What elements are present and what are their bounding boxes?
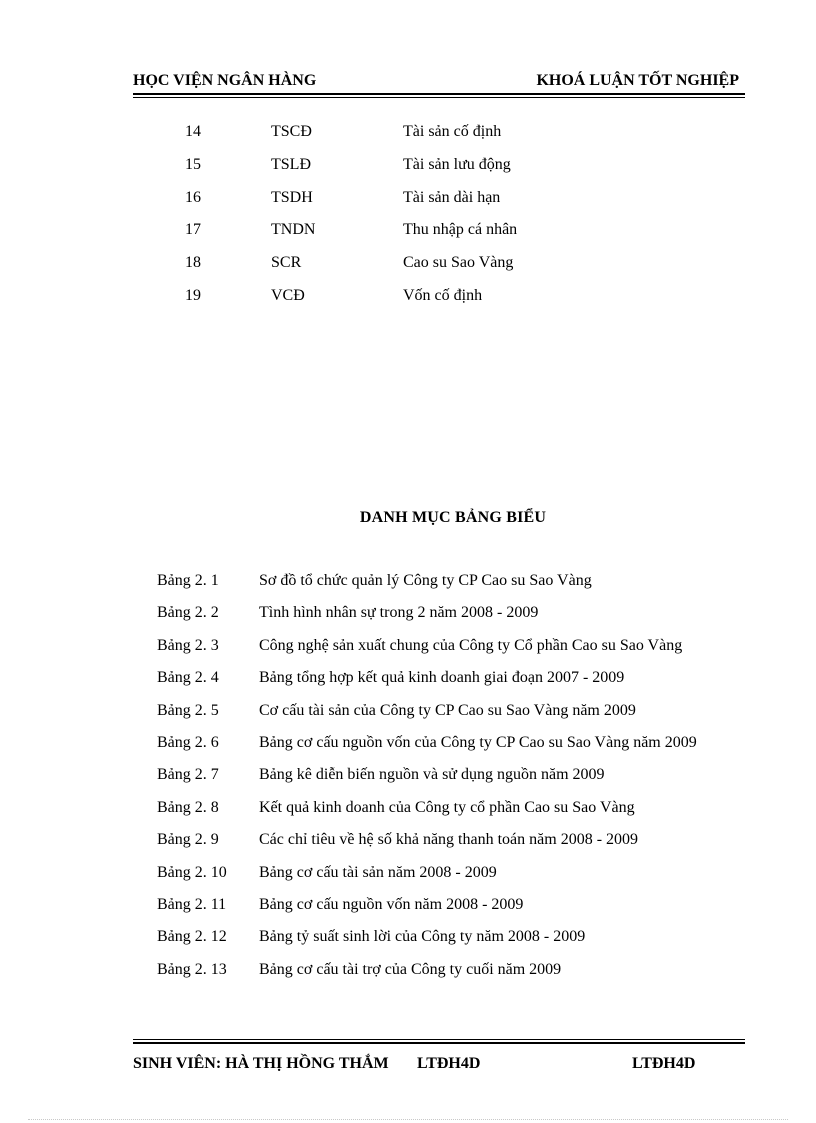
abbreviation-meaning: Vốn cố định <box>403 286 483 304</box>
page-header <box>133 70 745 90</box>
footer-rule-thin <box>133 1039 745 1040</box>
header-institution: HỌC VIỆN NGÂN HÀNG <box>133 72 317 89</box>
abbreviation-number: 17 <box>185 221 201 239</box>
abbreviation-number: 19 <box>185 286 201 304</box>
abbreviation-meaning: Tài sản dài hạn <box>403 188 501 206</box>
abbreviation-number: 15 <box>185 155 201 173</box>
table-list-item <box>0 924 816 956</box>
table-title: Bảng tổng hợp kết quả kinh doanh giai đoạn 2007 - 2009 <box>259 669 625 687</box>
abbreviation-code: TSCĐ <box>271 123 312 140</box>
abbreviation-meaning: Tài sản lưu động <box>403 155 511 173</box>
table-label: Bảng 2. 2 <box>157 604 219 622</box>
table-list-item <box>0 860 816 892</box>
table-label: Bảng 2. 9 <box>157 831 219 849</box>
table-list-item <box>0 795 816 827</box>
footer-class-code: LTĐH4D <box>417 1055 481 1072</box>
abbreviation-code: TSDH <box>271 188 313 206</box>
header-document-type: KHOÁ LUẬN TỐT NGHIỆP <box>536 72 739 89</box>
abbreviation-meaning: Thu nhập cá nhân <box>403 221 518 239</box>
table-list-item <box>0 568 816 600</box>
table-label: Bảng 2. 1 <box>157 572 219 589</box>
abbreviation-meaning: Tài sản cố định <box>403 123 502 140</box>
table-label: Bảng 2. 12 <box>157 928 227 946</box>
table-label: Bảng 2. 5 <box>157 701 219 719</box>
table-label: Bảng 2. 4 <box>157 669 219 687</box>
table-list-item <box>0 827 816 859</box>
abbreviation-row <box>0 184 816 217</box>
table-label: Bảng 2. 3 <box>157 636 219 654</box>
table-label: Bảng 2. 8 <box>157 798 219 816</box>
abbreviation-code: TSLĐ <box>271 155 311 173</box>
table-title: Công nghệ sản xuất chung của Công ty Cổ phần Cao su Sao Vàng <box>259 636 683 654</box>
abbreviation-number: 14 <box>185 123 201 140</box>
abbreviation-row <box>0 249 816 282</box>
table-label: Bảng 2. 11 <box>157 895 227 913</box>
abbreviation-row <box>0 118 816 151</box>
abbreviation-number: 16 <box>185 188 201 206</box>
abbreviation-code: VCĐ <box>271 286 305 304</box>
table-title: Bảng cơ cấu nguồn vốn năm 2008 - 2009 <box>259 895 524 913</box>
header-rule-thin <box>133 97 745 98</box>
footer-student-name: SINH VIÊN: HÀ THỊ HỒNG THẮM <box>133 1055 389 1072</box>
table-label: Bảng 2. 13 <box>157 960 227 978</box>
abbreviation-code: SCR <box>271 254 302 272</box>
table-list-item <box>0 730 816 762</box>
table-label: Bảng 2. 10 <box>157 863 227 881</box>
table-list-item <box>0 633 816 665</box>
footer-class-code-2: LTĐH4D <box>632 1055 696 1072</box>
header-rule-thick <box>133 93 745 95</box>
table-list-item <box>0 957 816 989</box>
footer-rule-thick <box>133 1042 745 1044</box>
abbreviation-code: TNDN <box>271 221 316 239</box>
table-list-item <box>0 665 816 697</box>
table-title: Bảng cơ cấu tài trợ của Công ty cuối năm 2009 <box>259 960 562 978</box>
page-footer <box>133 1053 745 1075</box>
abbreviation-row <box>0 216 816 249</box>
table-title: Các chỉ tiêu về hệ số khả năng thanh toán năm 2008 - 2009 <box>259 831 639 849</box>
section-title: DANH MỤC BẢNG BIỂU <box>359 509 547 526</box>
table-title: Bảng tỷ suất sinh lời của Công ty năm 2008 - 2009 <box>259 928 586 946</box>
table-title: Bảng kê diễn biến nguồn và sử dụng nguồn năm 2009 <box>259 766 605 784</box>
table-title: Kết quả kinh doanh của Công ty cổ phần Cao su Sao Vàng <box>259 798 635 816</box>
abbreviation-meaning: Cao su Sao Vàng <box>403 254 514 272</box>
table-title: Cơ cấu tài sản của Công ty CP Cao su Sao Vàng năm 2009 <box>259 701 636 719</box>
page-bottom-dotted-line <box>28 1119 788 1120</box>
table-title: Bảng cơ cấu nguồn vốn của Công ty CP Cao su Sao Vàng năm 2009 <box>259 733 697 751</box>
table-title: Tình hình nhân sự trong 2 năm 2008 - 2009 <box>259 604 539 622</box>
table-label: Bảng 2. 6 <box>157 733 219 751</box>
table-of-tables <box>0 568 816 989</box>
abbreviation-row <box>0 282 816 315</box>
table-title: Sơ đồ tổ chức quản lý Công ty CP Cao su Sao Vàng <box>259 572 592 589</box>
abbreviation-row <box>0 151 816 184</box>
table-list-item <box>0 892 816 924</box>
abbreviation-list <box>0 118 816 315</box>
table-label: Bảng 2. 7 <box>157 766 219 784</box>
table-list-item <box>0 762 816 794</box>
abbreviation-number: 18 <box>185 254 201 272</box>
table-title: Bảng cơ cấu tài sản năm 2008 - 2009 <box>259 863 497 881</box>
table-list-item <box>0 698 816 730</box>
table-list-item <box>0 600 816 632</box>
